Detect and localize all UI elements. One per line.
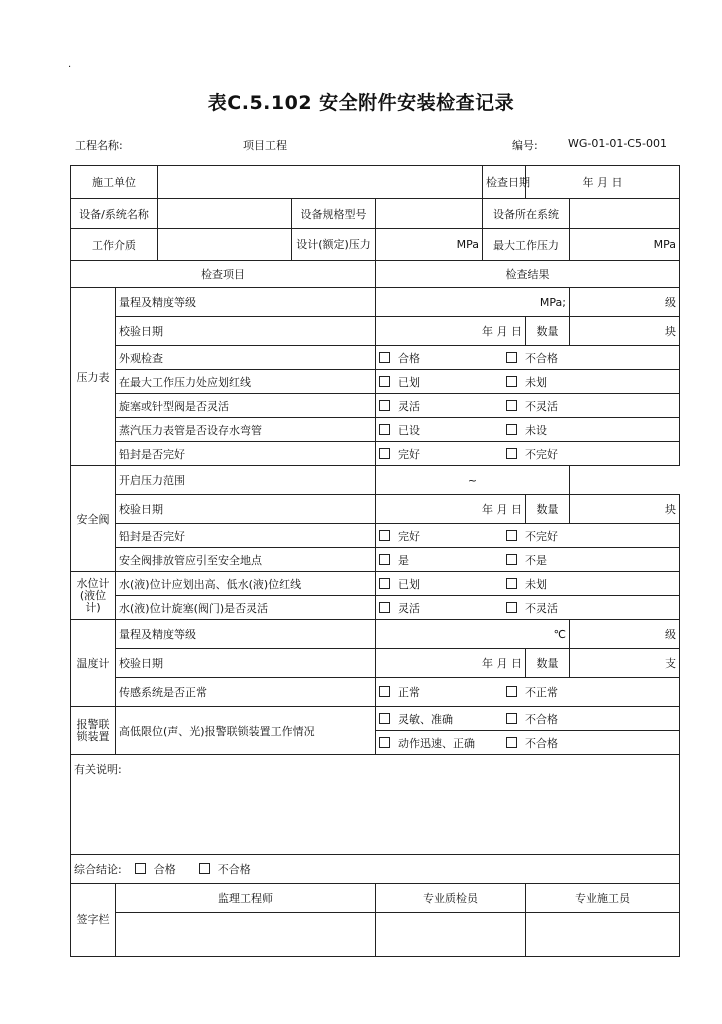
checkbox[interactable]	[379, 530, 390, 541]
checkbox[interactable]	[506, 602, 517, 613]
result-options	[376, 548, 680, 572]
option-label: 不正常	[525, 686, 558, 699]
result-options	[376, 418, 680, 442]
option-label: 不合格	[525, 712, 558, 726]
option-label: 不灵活	[525, 399, 558, 413]
option-label: 不是	[525, 553, 547, 567]
table-row	[71, 548, 680, 572]
working-medium-value[interactable]	[158, 229, 292, 261]
item-lead-seal: 铅封是否完好	[116, 442, 376, 466]
number-value: WG-01-01-C5-001	[568, 137, 667, 150]
checkbox[interactable]	[506, 424, 517, 435]
option-label: 已划	[398, 577, 420, 591]
t-calibration-date-field[interactable]: 年 月 日	[376, 649, 526, 678]
system-located-value[interactable]	[570, 199, 680, 229]
table-row	[71, 442, 680, 466]
range-grade-field[interactable]: 级	[570, 288, 680, 317]
inspection-date-label: 检查日期	[483, 166, 526, 199]
equipment-name-label: 设备/系统名称	[71, 199, 158, 229]
qc-label: 专业质检员	[376, 884, 526, 913]
row-construction-unit	[71, 166, 680, 199]
option-label: 未设	[525, 423, 547, 437]
construction-unit-value[interactable]	[158, 166, 483, 199]
result-options	[376, 442, 680, 466]
checkbox[interactable]	[379, 578, 390, 589]
item-sv-calibration-date: 校验日期	[116, 495, 376, 524]
check-result-header: 检查结果	[376, 261, 680, 288]
project-name-label: 工程名称:	[75, 139, 123, 152]
working-medium-label: 工作介质	[71, 229, 158, 261]
item-alarm: 高低限位(声、光)报警联锁装置工作情况	[116, 707, 376, 755]
item-sensor-system: 传感系统是否正常	[116, 678, 376, 707]
checkbox[interactable]	[379, 554, 390, 565]
table-row	[71, 288, 680, 317]
option-label: 灵敏、准确	[398, 712, 453, 726]
checkbox[interactable]	[379, 400, 390, 411]
checkbox[interactable]	[379, 424, 390, 435]
form-title: 表C.5.102 安全附件安装检查记录	[207, 92, 515, 114]
item-t-range-accuracy: 量程及精度等级	[116, 620, 376, 649]
construction-unit-label: 施工单位	[71, 166, 158, 199]
conclusion-label: 综合结论:	[74, 863, 122, 876]
option-label: 已设	[398, 423, 420, 437]
option-label: 完好	[398, 447, 420, 461]
t-range-grade-field[interactable]: 级	[570, 620, 680, 649]
item-open-pressure: 开启压力范围	[116, 466, 376, 495]
row-signature-fields	[71, 913, 680, 957]
option-label: 不完好	[525, 529, 558, 543]
option-label: 动作迅速、正确	[398, 736, 475, 750]
conclusion-ok-checkbox[interactable]	[135, 863, 146, 874]
table-row	[71, 466, 680, 495]
checkbox[interactable]	[506, 352, 517, 363]
row-column-header	[71, 261, 680, 288]
checkbox[interactable]	[379, 737, 390, 748]
item-level-plug: 水(液)位计旋塞(阀门)是否灵活	[116, 596, 376, 620]
checkbox[interactable]	[506, 400, 517, 411]
table-row	[71, 418, 680, 442]
table-row	[71, 394, 680, 418]
item-range-accuracy: 量程及精度等级	[116, 288, 376, 317]
spec-model-label: 设备规格型号	[292, 199, 376, 229]
table-row	[71, 707, 680, 731]
checkbox[interactable]	[506, 554, 517, 565]
check-item-header: 检查项目	[71, 261, 376, 288]
item-drain-pipe: 安全阀排放管应引至安全地点	[116, 548, 376, 572]
spec-model-value[interactable]	[376, 199, 483, 229]
checkbox[interactable]	[506, 530, 517, 541]
checkbox[interactable]	[506, 686, 517, 697]
result-options	[376, 572, 680, 596]
option-label: 不灵活	[525, 601, 558, 615]
result-options	[376, 346, 680, 370]
table-row	[71, 678, 680, 707]
inspection-date-value[interactable]: 年 月 日	[526, 166, 680, 199]
stray-dot: ·	[68, 62, 72, 73]
option-label: 不合格	[525, 351, 558, 365]
qc-signature-field[interactable]	[376, 913, 526, 957]
sv-calibration-date-field[interactable]: 年 月 日	[376, 495, 526, 524]
checkbox[interactable]	[506, 578, 517, 589]
table-row	[71, 596, 680, 620]
conclusion-ok-label: 合格	[153, 863, 176, 876]
group-alarm: 报警联锁装置	[71, 707, 116, 755]
item-sv-lead-seal: 铅封是否完好	[116, 524, 376, 548]
table-row	[71, 649, 680, 678]
item-plug-valve: 旋塞或针型阀是否灵活	[116, 394, 376, 418]
option-label: 是	[398, 553, 409, 567]
result-options	[376, 678, 680, 707]
checkbox[interactable]	[379, 448, 390, 459]
option-label: 完好	[398, 529, 420, 543]
equipment-name-value[interactable]	[158, 199, 292, 229]
max-working-pressure-label: 最大工作压力	[483, 229, 570, 261]
design-pressure-label: 设计(额定)压力	[292, 229, 376, 261]
notes-label: 有关说明:	[74, 763, 122, 776]
project-name-value: 项目工程	[243, 139, 287, 152]
item-red-line: 在最大工作压力处应划红线	[116, 370, 376, 394]
item-level-marks: 水(液)位计应划出高、低水(液)位红线	[116, 572, 376, 596]
max-working-pressure-unit[interactable]: MPa	[570, 229, 680, 261]
option-label: 灵活	[398, 601, 420, 615]
quantity-pieces-field[interactable]: 块	[570, 317, 680, 346]
table-row	[71, 346, 680, 370]
supervisor-signature-field[interactable]	[116, 913, 376, 957]
item-calibration-date: 校验日期	[116, 317, 376, 346]
row-medium	[71, 229, 680, 261]
result-options	[376, 394, 680, 418]
option-label: 正常	[398, 686, 420, 699]
system-located-label: 设备所在系统	[483, 199, 570, 229]
result-options	[376, 731, 680, 755]
row-conclusion	[71, 855, 680, 884]
group-pressure-gauge: 压力表	[71, 288, 116, 466]
option-label: 未划	[525, 375, 547, 389]
conclusion-not-ok-label: 不合格	[217, 863, 251, 876]
sv-quantity-label: 数量	[526, 495, 570, 524]
sv-quantity-field[interactable]: 块	[570, 495, 680, 524]
table-row	[71, 370, 680, 394]
design-pressure-unit[interactable]: MPa	[376, 229, 483, 261]
option-label: 不合格	[525, 736, 558, 750]
open-pressure-range-field[interactable]: ~	[376, 466, 570, 495]
range-mpa-field[interactable]: MPa;	[376, 288, 570, 317]
checkbox[interactable]	[506, 737, 517, 748]
quantity-label: 数量	[526, 317, 570, 346]
notes-field[interactable]	[71, 755, 680, 855]
result-options	[376, 707, 680, 731]
group-water-level: 水位计(液位计)	[71, 572, 116, 620]
item-appearance: 外观检查	[116, 346, 376, 370]
result-options	[376, 524, 680, 548]
signature-side-label: 签字栏	[71, 884, 116, 957]
row-signature-titles	[71, 884, 680, 913]
checkbox[interactable]	[379, 686, 390, 697]
group-safety-valve: 安全阀	[71, 466, 116, 572]
item-steam-bend: 蒸汽压力表管是否设存水弯管	[116, 418, 376, 442]
checkbox[interactable]	[379, 602, 390, 613]
table-row	[71, 495, 680, 524]
supervisor-label: 监理工程师	[116, 884, 376, 913]
calibration-date-field[interactable]: 年 月 日	[376, 317, 526, 346]
t-range-celsius-field[interactable]: ℃	[376, 620, 570, 649]
option-label: 合格	[398, 351, 420, 365]
table-row	[71, 620, 680, 649]
item-t-calibration-date: 校验日期	[116, 649, 376, 678]
option-label: 不完好	[525, 447, 558, 461]
checkbox[interactable]	[379, 376, 390, 387]
checkbox[interactable]	[379, 713, 390, 724]
result-options	[376, 370, 680, 394]
table-row	[71, 572, 680, 596]
checkbox[interactable]	[379, 352, 390, 363]
option-label: 灵活	[398, 399, 420, 413]
group-thermometer: 温度计	[71, 620, 116, 707]
number-label: 编号:	[512, 139, 538, 152]
t-quantity-field[interactable]: 支	[570, 649, 680, 678]
conclusion-cell	[71, 855, 680, 884]
constructor-label: 专业施工员	[526, 884, 680, 913]
t-quantity-label: 数量	[526, 649, 570, 678]
option-label: 已划	[398, 375, 420, 389]
conclusion-not-ok-checkbox[interactable]	[199, 863, 210, 874]
checkbox[interactable]	[506, 448, 517, 459]
table-row	[71, 317, 680, 346]
inspection-form-table	[70, 165, 680, 957]
checkbox[interactable]	[506, 376, 517, 387]
constructor-signature-field[interactable]	[526, 913, 680, 957]
checkbox[interactable]	[506, 713, 517, 724]
option-label: 未划	[525, 577, 547, 591]
row-notes	[71, 755, 680, 855]
table-row	[71, 524, 680, 548]
result-options	[376, 596, 680, 620]
row-equipment	[71, 199, 680, 229]
